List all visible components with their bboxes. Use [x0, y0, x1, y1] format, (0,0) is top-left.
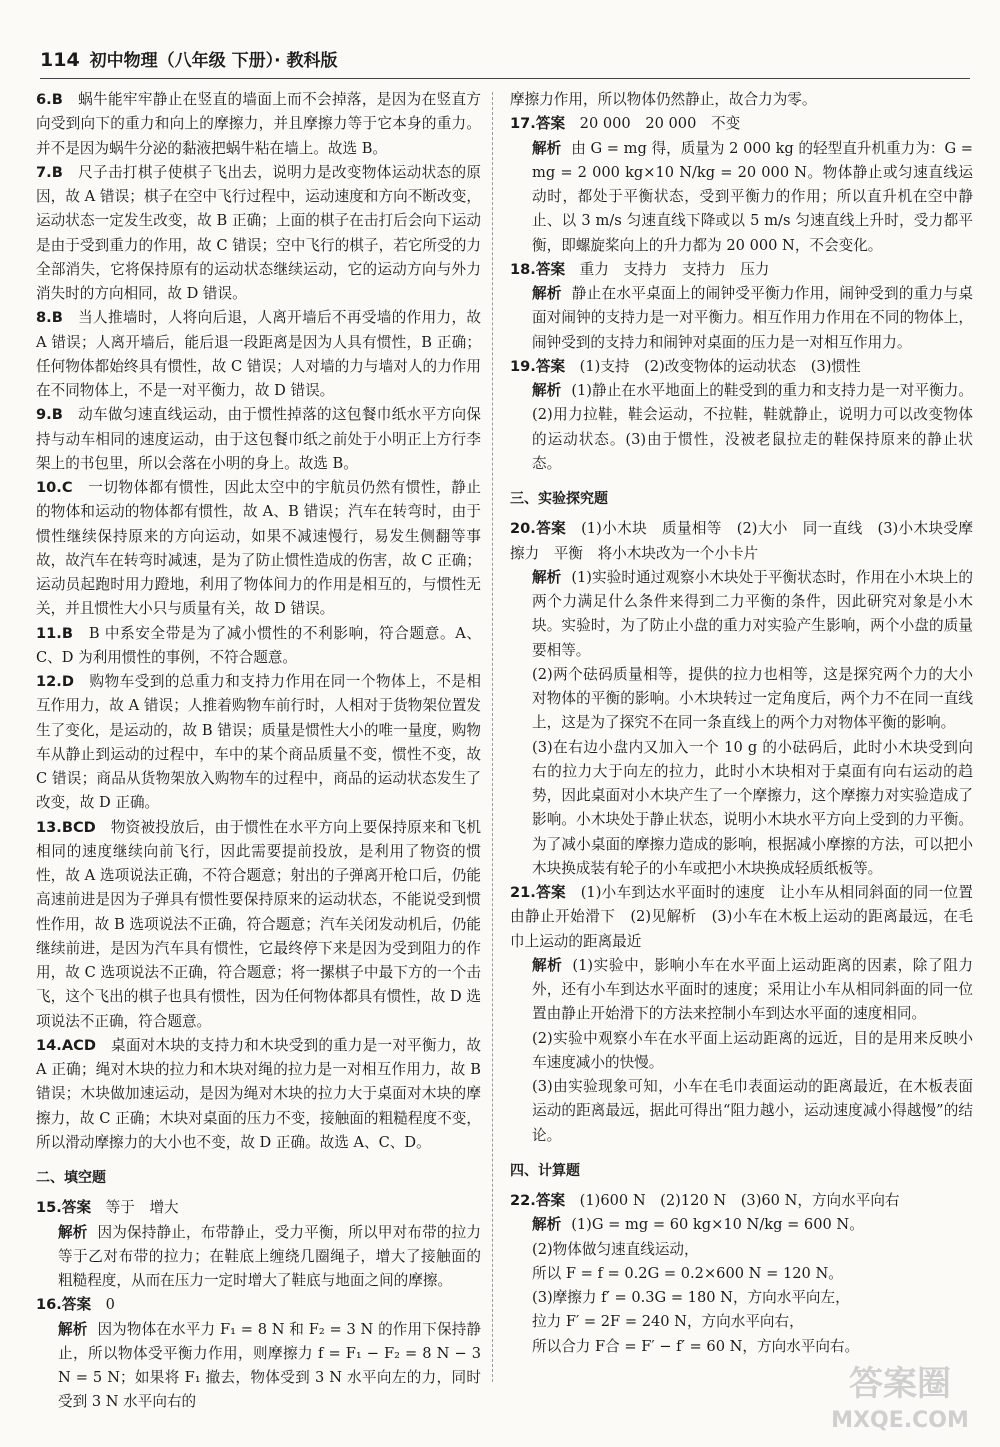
- answer-item: [36, 403, 481, 476]
- column-divider: [492, 92, 493, 1382]
- answer-item: [510, 1189, 973, 1213]
- analysis-text: 因为物体在水平力 F₁ = 8 N 和 F₂ = 3 N 的作用下保持静止，所以物体受平衡力作用，则摩擦力 f = F₁ − F₂ = 8 N − 3 N = 5 N；如果将 F₁ 撤去，物体受到 3 N 水平向左的力，同时受到 3 N 水平向右的: [58, 1320, 481, 1411]
- analysis-paragraph: (3)摩擦力 f′ = 0.3G = 180 N，方向水平向左，: [532, 1289, 850, 1306]
- analysis-tag: 解析: [532, 1216, 562, 1234]
- analysis-paragraph: (2)物体做匀速直线运动，: [532, 1240, 699, 1258]
- question-number: 9.B: [36, 406, 63, 424]
- answer-text: 蜗牛能牢牢静止在竖直的墙面上而不会掉落，是因为在竖直方向受到向下的重力和向上的摩擦力，并且摩擦力等于它本身的重力。并不是因为蜗牛分泌的黏液把蜗牛粘在墙上。故选 B。: [36, 91, 481, 157]
- answer-text: 动车做匀速直线运动，由于惯性掉落的这包餐巾纸水平方向保持与动车相同的速度运动，由于这包餐巾纸之前处于小明正上方行李架上的书包里，所以会落在小明的身上。故选 B。: [36, 406, 481, 472]
- question-number: 18.答案: [510, 260, 566, 278]
- answer-text: 物资被投放后，由于惯性在水平方向上要保持原来和飞机相同的速度继续向前飞行，因此需要提前投放，是利用了物资的惯性，故 A 选项说法正确，不符合题意；射出的子弹离开枪口后，仍能高速前进是因为子弹具有惯性要保持原来的运动状态，不能说受到惯性作用，故 B 选项说法不正确，符合题意；汽车关闭发动机后，仍能继续前进，是因为汽车具有惯性，它最终停下来是因为受到阻力的作用，故 C 选项说法不正确，符合题意；将一摞棋子中最下方的一个击飞，这个飞出的棋子也具有惯性，因为任何物体都具有惯性，故 D 选项说法不正确，符合题意。: [36, 818, 481, 1030]
- analysis-paragraph: (2)两个砝码质量相等，提供的拉力也相等，这是探究两个力的大小对物体的平衡的影响。小木块转过一定角度后，两个力不在同一直线上，这是为了探究不在同一条直线上的两个力对物体平衡的影响。: [532, 665, 973, 732]
- analysis-paragraph: [36, 1318, 481, 1415]
- answer-item: [36, 816, 481, 1034]
- analysis-paragraph: (3)由实验现象可知，小车在毛巾表面运动的距离最近，在木板表面运动的距离最远，据此可得出“阻力越小，运动速度减小得越慢”的结论。: [532, 1078, 973, 1144]
- analysis-text: 静止在水平桌面上的闹钟受平衡力作用，闹钟受到的重力与桌面对闹钟的支持力是一对平衡力。相互作用力作用在不同的物体上，闹钟受到的支持力和闹钟对桌面的压力是一对相互作用力。: [532, 285, 973, 351]
- analysis-paragraph: [510, 282, 973, 355]
- analysis-paragraph: (2)实验中观察小车在水平面上运动距离的远近，目的是用来反映小车速度减小的快慢。: [532, 1029, 973, 1071]
- analysis-paragraph: [510, 954, 973, 1027]
- question-number: 14.ACD: [36, 1036, 96, 1054]
- answer-text: (1)600 N (2)120 N (3)60 N，方向水平向右: [579, 1192, 900, 1209]
- answer-item: [510, 881, 973, 954]
- answer-item: [36, 1293, 481, 1317]
- analysis-paragraph: [510, 566, 973, 663]
- question-number: 19.答案: [510, 357, 566, 375]
- answer-text: 当人推墙时，人将向后退，人离开墙后不再受墙的作用力，故 A 错误；人离开墙后，能后退一段距离是因为人具有惯性，B 正确；任何物体都始终具有惯性，故 C 错误；人对墙的力与墙对人的力作用在不同物体上，不是一对平衡力，故 D 错误。: [36, 309, 481, 399]
- analysis-paragraph: 所以合力 F合 = F′ − f′ = 60 N，方向水平向右。: [532, 1337, 860, 1355]
- question-number: 7.B: [36, 163, 63, 181]
- question-number: 8.B: [36, 309, 63, 327]
- header-rule: [40, 78, 970, 79]
- analysis-tag: 解析: [532, 139, 562, 157]
- question-number: 11.B: [36, 624, 73, 642]
- analysis-tag: 解析: [532, 956, 563, 974]
- analysis-tag: 解析: [58, 1320, 88, 1338]
- answer-item: [36, 88, 481, 161]
- analysis-tag: 解析: [58, 1223, 88, 1241]
- answer-text: (1)支持 (2)改变物体的运动状态 (3)惯性: [579, 357, 861, 375]
- answer-item: [36, 1196, 481, 1220]
- question-number: 20.答案: [510, 520, 567, 538]
- left-column: [36, 88, 481, 1415]
- analysis-paragraph: [510, 379, 973, 476]
- answer-item: [36, 622, 481, 671]
- question-number: 15.答案: [36, 1199, 92, 1217]
- answer-text: (1)小车到达水平面时的速度 让小车从相同斜面的同一位置由静止开始滑下 (2)见解析 (3)小车在木板上运动的距离最远，在毛巾上运动的距离最近: [510, 884, 973, 950]
- answer-text: 桌面对木块的支持力和木块受到的重力是一对平衡力，故 A 正确；绳对木块的拉力和木块对绳的拉力是一对相互作用力，故 B 错误；木块做加速运动，是因为绳对木块的拉力大于桌面对木块的摩擦力，故 C 正确；木块对桌面的压力不变，接触面的粗糙程度不变，所以滑动摩擦力的大小也不变，故 D 正确。故选 A、C、D。: [36, 1036, 481, 1151]
- analysis-text: (1)G = mg = 60 kg×10 N/kg = 600 N。: [571, 1216, 864, 1234]
- answer-item: [36, 476, 481, 622]
- book-title: 初中物理（八年级 下册）· 教科版: [89, 51, 338, 71]
- analysis-tag: 解析: [532, 568, 562, 586]
- answer-item: [36, 161, 481, 307]
- analysis-paragraph: [510, 1213, 973, 1237]
- analysis-text: (1)静止在水平地面上的鞋受到的重力和支持力是一对平衡力。(2)用力拉鞋，鞋会运动，不拉鞋，鞋就静止，说明力可以改变物体的运动状态。(3)由于惯性，没被老鼠拉走的鞋保持原来的静止状态。: [532, 382, 973, 472]
- analysis-tag: 解析: [532, 285, 562, 302]
- answer-text: 重力 支持力 支持力 压力: [579, 260, 770, 278]
- answer-text: (1)小木块 质量相等 (2)大小 同一直线 (3)小木块受摩擦力 平衡 将小木块改为一个小卡片: [510, 520, 973, 562]
- section-heading: 二、填空题: [36, 1170, 106, 1186]
- analysis-text: 由 G = mg 得，质量为 2 000 kg 的轻型直升机重力为：G = mg = 2 000 kg×10 N/kg = 20 000 N。物体静止或匀速直线运动时，都处于平衡状态，受到平衡力的作用；所以直升机在空中静止、以 3 m/s 匀速直线下降或以 5 m/s 匀速直线上升时，受力都平衡，即螺旋桨向上的升力都为 20 000 N，不会变化。: [532, 139, 973, 254]
- question-number: 13.BCD: [36, 818, 96, 836]
- answer-item: [510, 517, 973, 566]
- answer-text: B 中系安全带是为了减小惯性的不利影响，符合题意。A、C、D 为利用惯性的事例，不符合题意。: [36, 624, 481, 666]
- answer-text: 一切物体都有惯性，因此太空中的宇航员仍然有惯性，静止的物体和运动的物体都有惯性，故 A、B 错误；汽车在转弯时，由于惯性继续保持原来的方向运动，如果不减速慢行，易发生侧翻等事故，故汽车在转弯时减速，是为了防止惯性造成的伤害，故 C 正确；运动员起跑时用力蹬地，利用了物体间力的作用是相互的，与惯性无关，并且惯性大小只与质量有关，故 D 错误。: [36, 479, 481, 618]
- question-number: 16.答案: [36, 1296, 92, 1314]
- section-heading: 四、计算题: [510, 1162, 580, 1179]
- answer-item: [510, 258, 973, 282]
- section-heading: 三、实验探究题: [510, 491, 608, 507]
- question-number: 12.D: [36, 673, 74, 690]
- answer-text: 购物车受到的总重力和支持力作用在同一个物体上，不是相互作用力，故 A 错误；人推着购物车前行时，人相对于货物架位置发生了变化，是运动的，故 B 错误；质量是惯性大小的唯一量度，购物车从静止到运动的过程中，车中的某个商品质量不变，惯性不变，故 C 错误；商品从货物架放入购物车的过程中，商品的运动状态发生了改变，故 D 正确。: [36, 673, 481, 812]
- watermark-url: MXQE.COM: [831, 1408, 969, 1433]
- answer-item: [36, 1034, 481, 1155]
- answer-text: 20 000 20 000 不变: [579, 115, 741, 133]
- analysis-text: (1)实验时通过观察小木块处于平衡状态时，作用在小木块上的两个力满足什么条件来得到二力平衡的条件，因此研究对象是小木块。实验时，为了防止小盘的重力对实验产生影响，两个小盘的质量要相等。: [532, 568, 973, 659]
- question-number: 10.C: [36, 479, 73, 496]
- watermark-logo: [816, 1355, 984, 1437]
- page-number: 114: [40, 49, 80, 71]
- question-number: 22.答案: [510, 1192, 566, 1209]
- answer-item: [36, 670, 481, 816]
- analysis-paragraph: [36, 1221, 481, 1294]
- continued-text: 摩擦力作用，所以物体仍然静止，故合力为零。: [510, 91, 817, 108]
- answer-text: 等于 增大: [105, 1199, 179, 1217]
- answer-item: [510, 112, 973, 136]
- question-number: 17.答案: [510, 115, 566, 133]
- analysis-paragraph: 拉力 F′ = 2F = 240 N，方向水平向右，: [532, 1313, 804, 1331]
- answer-text: 0: [105, 1296, 115, 1314]
- page-header: [40, 46, 337, 72]
- answer-item: [36, 306, 481, 403]
- answer-item: [510, 355, 973, 379]
- right-column: [510, 88, 973, 1359]
- watermark-title: 答案圈: [849, 1364, 951, 1404]
- question-number: 6.B: [36, 91, 63, 108]
- analysis-paragraph: [510, 137, 973, 258]
- question-number: 21.答案: [510, 884, 566, 901]
- analysis-text: 因为保持静止，布带静止，受力平衡，所以甲对布带的拉力等于乙对布带的拉力；在鞋底上缠绕几圈绳子，增大了接触面的粗糙程度，从而在压力一定时增大了鞋底与地面之间的摩擦。: [58, 1223, 481, 1289]
- analysis-tag: 解析: [532, 382, 562, 399]
- analysis-paragraph: 所以 F = f = 0.2G = 0.2×600 N = 120 N。: [532, 1264, 843, 1282]
- answer-text: 尺子击打棋子使棋子飞出去，说明力是改变物体运动状态的原因，故 A 错误；棋子在空中飞行过程中，运动速度和方向不断改变，运动状态一定发生改变，故 B 正确；上面的棋子在击打后会向下运动是由于受到重力的作用，故 C 错误；空中飞行的棋子，若它所受的力全部消失，它将保持原有的运动状态继续运动，它的运动方向与外力消失时的方向相同，故 D 错误。: [36, 163, 481, 302]
- analysis-paragraph: (3)在右边小盘内又加入一个 10 g 的小砝码后，此时小木块受到向右的拉力大于向左的拉力，此时小木块相对于桌面有向右运动的趋势，因此桌面对小木块产生了一个摩擦力，这个摩擦力对实验造成了影响。小木块处于静止状态，说明小木块水平方向上受到的力平衡。为了减小桌面的摩擦力造成的影响，根据减小摩擦的方法，可以把小木块换成装有轮子的小车或把小木块换成轻质纸板等。: [532, 738, 973, 877]
- analysis-text: (1)实验中，影响小车在水平面上运动距离的因素，除了阻力外，还有小车到达水平面时的速度；采用让小车从相同斜面的同一位置由静止开始滑下的方法来控制小车到达水平面的速度相同。: [532, 956, 973, 1023]
